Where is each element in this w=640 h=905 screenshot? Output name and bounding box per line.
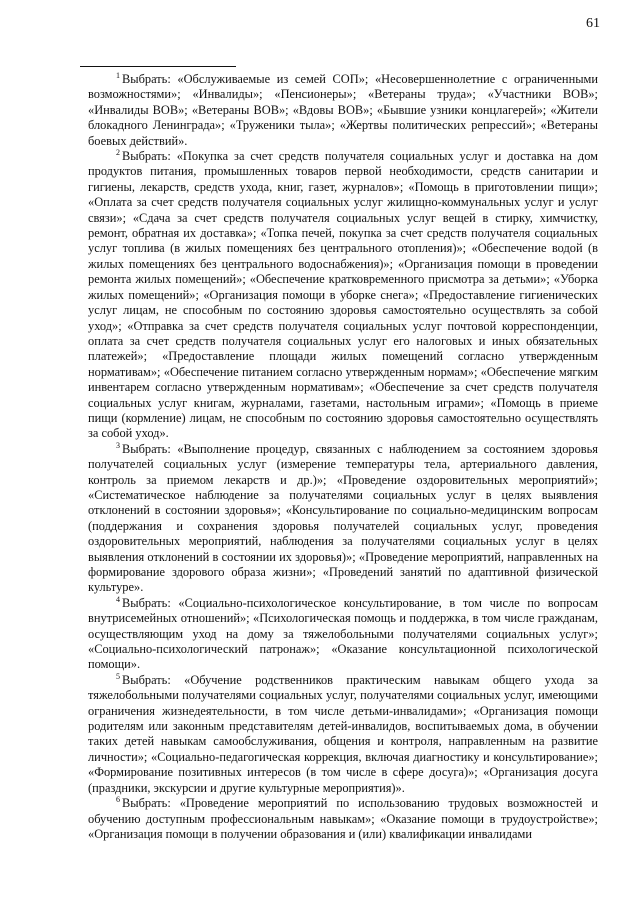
page-number: 61 (586, 16, 600, 31)
footnote-2 (88, 149, 598, 442)
footnote-3 (88, 442, 598, 596)
footnote-separator (80, 66, 236, 67)
footnote-5 (88, 673, 598, 796)
footnote-marker: 2 (116, 147, 120, 157)
footnote-1 (88, 72, 598, 149)
footnote-text: Выбрать: «Выполнение процедур, связанных с наблюдением за состоянием здоровья получателей социальных услуг (измерение температуры тела, артериального давления, контроль за приемом лекарств и др.)»; «Проведение оздоровительных мероприятий»; «Систематическое наблюдение за получателями социальных услуг в целях выявления отклонений в состоянии здоровья»; «Консультирование по социально-медицинским вопросам (поддержания и сохранения здоровья получателей социальных услуг, проведения оздоровительных мероприятий, наблюдения за получателями социальных услуг в целях выявления отклонений в состоянии их здоровья)»; «Проведение мероприятий, направленных на формирование здорового образа жизни»; «Проведений занятий по адаптивной физической культуре». (88, 441, 598, 595)
footnote-marker: 5 (116, 671, 120, 681)
footnote-text: Выбрать: «Покупка за счет средств получателя социальных услуг и доставка на дом продуктов питания, промышленных товаров первой необходимости, средств санитарии и гигиены, лекарств, средств ухода, книг, газет, журналов»; «Помощь в приготовлении пищи»; «Оплата за счет средств получателя социальных услуг жилищно-коммунальных услуг и услуг связи»; «Сдача за счет средств получателя социальных услуг вещей в стирку, химчистку, ремонт, обратная их доставка»; «Топка печей, покупка за счет средств получателя социальных услуг топлива (в жилых помещениях без центрального отопления)»; «Обеспечение водой (в жилых помещениях без центрального водоснабжения)»; «Организация помощи в проведении ремонта жилых помещений»; «Обеспечение кратковременного присмотра за детьми»; «Уборка жилых помещений»; «Организация помощи в уборке снега»; «Предоставление гигиенических услуг лицам, не способным по состоянию здоровья самостоятельно осуществлять за собой уход»; «Отправка за счет средств получателя социальных услуг почтовой корреспонденции, оплата за счет средств получателя социальных услуг его налоговых и иных обязательных платежей»; «Предоставление площади жилых помещений согласно утвержденным нормативам»; «Обеспечение питанием согласно утвержденным нормам»; «Обеспечение мягким инвентарем согласно утвержденным нормативам»; «Обеспечение за счет средств получателя социальных услуг книгам, журналами, газетами, настольным играми»; «Помощь в приеме пищи (кормление) лицам, не способным по состоянию здоровья самостоятельно осуществлять за собой уход». (88, 149, 598, 441)
footnotes (88, 72, 598, 842)
footnote-6 (88, 796, 598, 842)
footnote-marker: 4 (116, 594, 120, 604)
footnote-marker: 6 (116, 794, 120, 804)
footnote-text: Выбрать: «Проведение мероприятий по использованию трудовых возможностей и обучению доступным профессиональным навыкам»; «Оказание помощи в трудоустройстве»; «Организация помощи в получении образования и (или) квалификации инвалидами (88, 796, 598, 841)
footnote-text: Выбрать: «Обучение родственников практическим навыкам общего ухода за тяжелобольными получателями социальных услуг, получателями социальных услуг, имеющими ограничения жизнедеятельности, в том числе детьми-инвалидами»; «Организация помощи родителям или законным представителям детей-инвалидов, воспитываемых дома, в обучении таких детей навыкам самообслуживания, общения и контроля, направленным на развитие личности»; «Социально-педагогическая коррекция, включая диагностику и консультирование»; «Формирование позитивных интересов (в том числе в сфере досуга)»; «Организация досуга (праздники, экскурсии и другие культурные мероприятия)». (88, 672, 598, 795)
footnote-4 (88, 596, 598, 673)
footnote-text: Выбрать: «Социально-психологическое консультирование, в том числе по вопросам внутрисемейных отношений»; «Психологическая помощь и поддержка, в том числе гражданам, осуществляющим уход на дому за тяжелобольными получателями социальных услуг»; «Социально-психологический патронаж»; «Оказание консультационной психологической помощи». (88, 595, 598, 672)
footnote-text: Выбрать: «Обслуживаемые из семей СОП»; «Несовершеннолетние с ограниченными возможностями»; «Инвалиды»; «Пенсионеры»; «Ветераны труда»; «Участники ВОВ»; «Инвалиды ВОВ»; «Ветераны ВОВ»; «Вдовы ВОВ»; «Бывшие узники концлагерей»; «Жители блокадного Ленинграда»; «Труженики тыла»; «Жертвы политических репрессий»; «Ветераны боевых действий». (88, 72, 598, 148)
footnote-marker: 3 (116, 440, 120, 450)
footnote-marker: 1 (116, 70, 120, 80)
